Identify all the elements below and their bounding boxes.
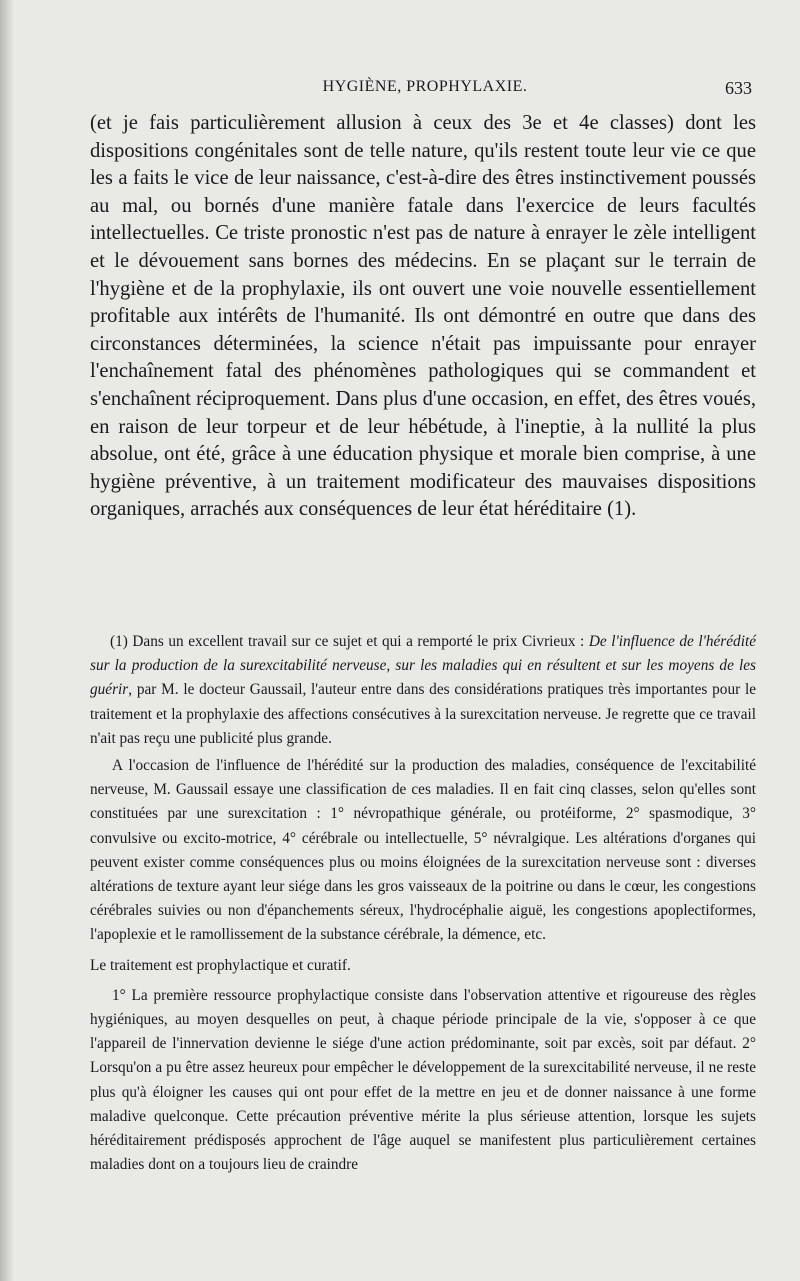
page-header [90, 78, 760, 102]
main-paragraph: (et je fais particulièrement allusion à ceux des 3e et 4e classes) dont les dispositions congénitales sont de telle nature, qu'ils restent toute leur vie ce que les a faits le vice de leur naissance, c'est-à-dire des êtres instinctivement poussés au mal, ou bornés d'une manière fatale dans l'exercice de leurs facultés intellectuelles. Ce triste pronostic n'est pas de nature à enrayer le zèle intelligent et le dévouement sans bornes des médecins. En se plaçant sur le terrain de l'hygiène et de la prophylaxie, ils ont ouvert une voie nouvelle essentiellement profitable aux intérêts de l'humanité. Ils ont démontré en outre que dans des circonstances déterminées, la science n'était pas impuissante pour enrayer l'enchaînement fatal des phénomènes pathologiques qui se commandent et s'enchaînent réciproquement. Dans plus d'une occasion, en effet, des êtres voués, en raison de leur torpeur et de leur hébétude, à l'ineptie, à la nullité la plus absolue, ont été, grâce à une éducation physique et morale bien comprise, à une hygiène préventive, à un traitement modificateur des mauvaises dispositions organiques, arrachés aux conséquences de leur état héréditaire (1). [90, 112, 756, 521]
footnote-1 [90, 630, 756, 751]
footnote-block [90, 630, 756, 1180]
footnote-paragraph-classification: A l'occasion de l'influence de l'hérédité sur la production des maladies, conséquence de l'excitabilité nerveuse, M. Gaussail essaye une classification de ces maladies. Il en fait cinq classes, selon qu'elles sont constituées par une surexcitation : 1° névropathique générale, ou protéiforme, 2° spasmodique, 3° convulsive ou excito-motrice, 4° cérébrale ou intellectuelle, 5° névralgique. Les altérations d'organes qui peuvent exister comme conséquences plus ou moins éloignées de la surexcitation nerveuse sont : diverses altérations de texture ayant leur siége dans les gros vaisseaux de la poitrine ou dans le cœur, les congestions cérébrales suivies ou non d'épanchements séreux, l'hydrocéphalie aiguë, les congestions apoplectiformes, l'apoplexie et le ramollissement de la substance cérébrale, la démence, etc. [90, 757, 756, 944]
page-number: 633 [725, 78, 752, 98]
running-title: HYGIÈNE, PROPHYLAXIE. [322, 78, 528, 95]
page-gutter-shadow [0, 0, 14, 1281]
footnote-treatment-heading: Le traitement est prophylactique et curatif. [90, 956, 351, 974]
footnote-intro: (1) Dans un excellent travail sur ce sujet et qui a remporté le prix Civrieux : [110, 633, 589, 650]
footnote-after-title: , par M. le docteur Gaussail, l'auteur entre dans des considérations pratiques très importantes pour le traitement et la prophylaxie des affections consécutives à la surexcitation nerveuse. Je regrette que ce travail n'ait pas reçu une publicité plus grande. [90, 681, 756, 747]
footnote-paragraph-prophylaxis: 1° La première ressource prophylactique consiste dans l'observation attentive et rigoureuse des règles hygiéniques, au moyen desquelles on peut, à chaque période principale de la vie, s'opposer à ce que l'appareil de l'innervation devienne le siége d'une action prédominante, soit par excès, soit par défaut. 2° Lorsqu'on a pu être assez heureux pour empêcher le développement de la surexcitabilité nerveuse, il ne reste plus qu'à éloigner les causes qui ont pour effet de la mettre en jeu et de donner naissance à une forme maladive quelconque. Cette précaution préventive mérite la plus sérieuse attention, lorsque les sujets héréditairement prédisposés approchent de l'âge auquel se manifestent plus particulièrement certaines maladies dont on a toujours lieu de craindre [90, 986, 756, 1174]
footnote-work-title: De l'influence de l'hérédité sur la production de la surexcitabilité nerveuse, sur les maladies qui en résultent et sur les moyens de les guérir [90, 633, 756, 699]
